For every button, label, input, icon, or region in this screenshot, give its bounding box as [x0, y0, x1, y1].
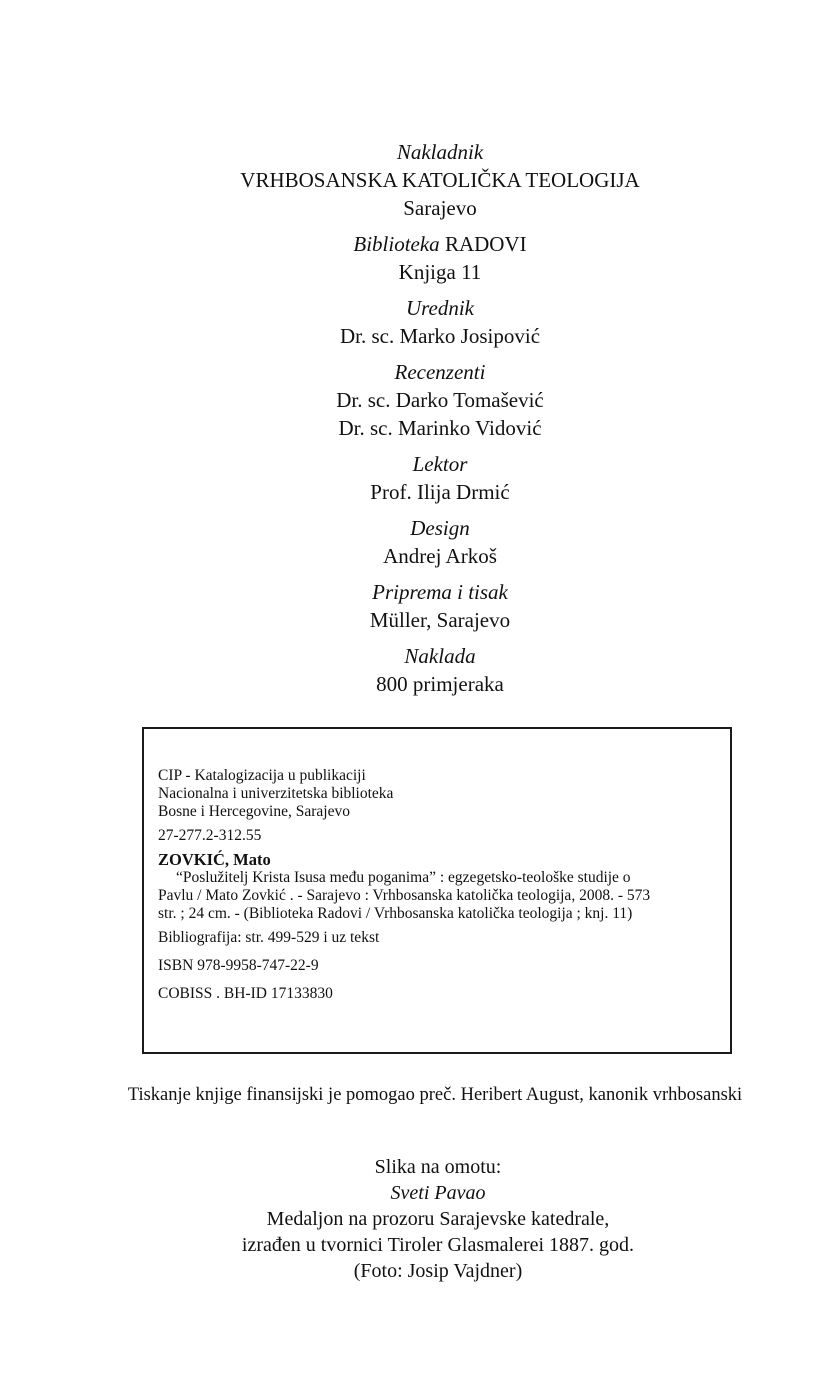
- designer-name: Andrej Arkoš: [383, 544, 497, 568]
- reviewers-block: [0, 358, 818, 442]
- reviewer-name: Dr. sc. Marinko Vidović: [338, 416, 542, 440]
- publisher-city: Sarajevo: [403, 196, 477, 220]
- printer-name: Müller, Sarajevo: [369, 608, 511, 632]
- sponsor-note: Tiskanje knjige finansijski je pomogao preč. Heribert August, kanonik vrhbosanski: [127, 1085, 743, 1105]
- cover-label: Slika na omotu:: [374, 1156, 502, 1178]
- reviewer-name: Dr. sc. Darko Tomašević: [336, 388, 544, 412]
- publisher-label: Nakladnik: [396, 140, 484, 164]
- print-run-label: Naklada: [404, 644, 476, 668]
- proofreader-label: Lektor: [412, 452, 468, 476]
- cover-description-line: Medaljon na prozoru Sarajevske katedrale,: [266, 1208, 610, 1230]
- cover-credit: [0, 1154, 818, 1284]
- cip-record: [158, 767, 728, 1003]
- cover-description-line: izrađen u tvornici Tiroler Glasmalerei 1887. god.: [241, 1234, 635, 1256]
- cip-description-line: Pavlu / Mato Zovkić . - Sarajevo : Vrhbosanska katolička teologija, 2008. - 573: [158, 887, 651, 904]
- cip-header-line: Bosne i Hercegovine, Sarajevo: [158, 803, 350, 820]
- credits-section: [0, 138, 818, 706]
- cover-title: Sveti Pavao: [390, 1182, 486, 1204]
- cip-bibliography: Bibliografija: str. 499-529 i uz tekst: [158, 929, 380, 946]
- cip-header-line: Nacionalna i univerzitetska biblioteka: [158, 785, 394, 802]
- print-label: Priprema i tisak: [372, 580, 508, 604]
- design-label: Design: [410, 516, 470, 540]
- cip-udc: 27-277.2-312.55: [158, 827, 262, 844]
- print-run-block: [0, 642, 818, 698]
- publisher-block: [0, 138, 818, 222]
- design-block: [0, 514, 818, 570]
- editor-block: [0, 294, 818, 350]
- series-name: RADOVI: [444, 232, 527, 256]
- print-block: [0, 578, 818, 634]
- cover-photo-credit: (Foto: Josip Vajdner): [353, 1260, 523, 1282]
- editor-name: Dr. sc. Marko Josipović: [339, 324, 541, 348]
- editor-label: Urednik: [405, 296, 475, 320]
- cip-description-line: “Poslužitelj Krista Isusa među poganima” : egzegetsko-teološke studije o: [176, 869, 631, 886]
- print-run-value: 800 primjeraka: [376, 672, 504, 696]
- cip-record-box: [142, 727, 732, 1054]
- proofreader-block: [0, 450, 818, 506]
- cip-description-line: str. ; 24 cm. - (Biblioteka Radovi / Vrhbosanska katolička teologija ; knj. 11): [158, 905, 633, 922]
- cip-isbn: ISBN 978-9958-747-22-9: [158, 957, 319, 974]
- series-line: [0, 230, 818, 258]
- reviewers-label: Recenzenti: [394, 360, 486, 384]
- cip-header-line: CIP - Katalogizacija u publikaciji: [158, 767, 366, 784]
- proofreader-name: Prof. Ilija Drmić: [370, 480, 510, 504]
- series-volume: Knjiga 11: [398, 260, 482, 284]
- cip-cobiss: COBISS . BH-ID 17133830: [158, 985, 333, 1002]
- series-label: Biblioteka: [353, 232, 440, 256]
- series-block: [0, 230, 818, 286]
- publisher-name: VRHBOSANSKA KATOLIČKA TEOLOGIJA: [240, 168, 640, 192]
- cip-author: ZOVKIĆ, Mato: [158, 850, 271, 869]
